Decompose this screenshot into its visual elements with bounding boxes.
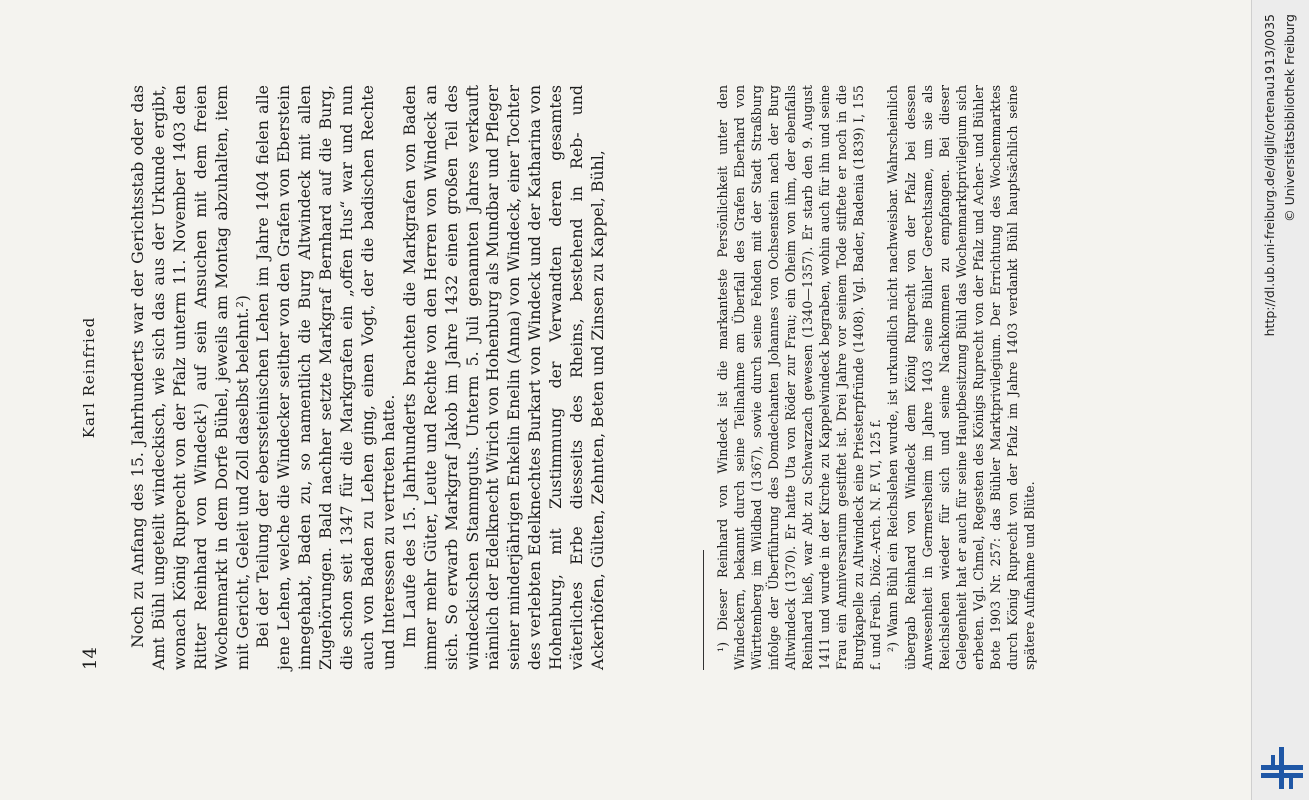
paragraph: Noch zu Anfang des 15. Jahrhunderts war der Gerichtsstab oder das Amt Bühl ungeteilt windeckisch, wie sich das aus der Urkunde ergibt, wonach König Ruprecht von der Pfalz unterm 11. November 1403 den Ritter Reinhard von Windeck¹) auf sein Ansuchen mit dem freien Wochenmarkt in dem Dorfe Bühel, jeweils am Montag abzuhalten, item mit Gericht, Geleit und Zoll daselbst belehnt.²) [128,85,252,670]
running-head: Karl Reinfried [80,316,98,439]
body-text [128,85,609,670]
paragraph: Im Laufe des 15. Jahrhunderts brachten die Markgrafen von Baden immer mehr Güter, Leute und Rechte von den Herren von Windeck an sich. So erwarb Markgraf Jakob im Jahre 1432 einen großen Teil des windeckischen Stammguts. Unterm 5. Juli genannten Jahres verkauft nämlich der Edelknecht Wirich von Hohenburg als Mundbar und Pfleger seiner minderjährigen Enkelin Enelin (Anna) von Windeck, einer Tochter des verlebten Edelknechtes Burkart von Windeck und der Katharina von Hohenburg, mit Zustimmung der Verwandten deren gesamtes väterliches Erbe diesseits des Rheins, bestehend in Reb- und Ackerhöfen, Gülten, Zehnten, Beten und Zinsen zu Kappel, Bühl, [399,85,607,670]
ub-freiburg-logo-icon [1261,747,1303,789]
footnote: ¹) Dieser Reinhard von Windeck ist die markanteste Persönlichkeit unter den Windeckern, bekannt durch seine Teilnahme am Überfall des Grafen Eberhard von Württemberg im Wildbad (1367), sowie durch seine Fehden mit der Stadt Straßburg infolge der Überführung des Domdechanten Johannes von Ochsenstein nach der Burg Altwindeck (1370). Er hatte Uta von Röder zur Frau; ein Oheim von ihm, der ebenfalls Reinhard hieß, war Abt zu Schwarzach gewesen (1340—1357). Er starb den 9. August 1411 und wurde in der Kirche zu Kappelwindeck begraben, wohin auch für ihn und seine Frau ein Anniversarium gestiftet ist. Drei Jahre vor seinem Tode stiftete er noch in die Burgkapelle zu Altwindeck eine Priesterpfründe (1408). Vgl. Bader, Badenia (1839) I, 155 f. und Freib. Diöz.-Arch. N. F. VI, 125 f. [715,85,884,670]
footnotes [714,85,1038,670]
page-header [80,85,110,670]
paragraph: Bei der Teilung der eberssteinischen Lehen im Jahre 1404 fielen alle jene Lehen, welche die Windecker seither von den Grafen von Eberstein innegehabt, Baden zu, so namentlich die Burg Altwindeck mit allen Zugehörungen. Bald nachher setzte Markgraf Bernhard auf die Burg, die schon seit 1347 für die Markgrafen ein „offen Hus“ war und nun auch von Baden zu Lehen ging, einen Vogt, der die badischen Rechte und Interessen zu vertreten hatte. [253,85,398,670]
footnote-divider [703,550,704,670]
copyright-notice: © Universitätsbibliothek Freiburg [1282,14,1297,222]
footnote: ²) Wann Bühl ein Reichslehen wurde, ist urkundlich nicht nachweisbar. Wahrscheinlich übergab Reinhard von Windeck dem König Ruprecht von der Pfalz bei dessen Anwesenheit in Germersheim im Jahre 1403 seine Bühler Gerechtsame, um sie als Reichslehen wieder für sich und seine Nachkommen zu empfangen. Bei dieser Gelegenheit hat er auch für seine Hauptbesitzung Bühl das Wochenmarktprivilegium sich erbeten. Vgl. Chmel, Regesten des Königs Ruprecht von der Pfalz und Acher- und Bühler Bote 1903 Nr. 257: das Bühler Marktprivilegium. Der Errichtung des Wochenmarktes durch König Ruprecht von der Pfalz im Jahre 1403 verdankt Bühl hauptsächlich seine spätere Aufnahme und Blüte. [885,85,1037,670]
source-strip [1252,0,1309,800]
page-number: 14 [80,647,101,670]
source-url[interactable]: http://dl.ub.uni-freiburg.de/diglit/ortenau1913/0035 [1262,14,1277,337]
